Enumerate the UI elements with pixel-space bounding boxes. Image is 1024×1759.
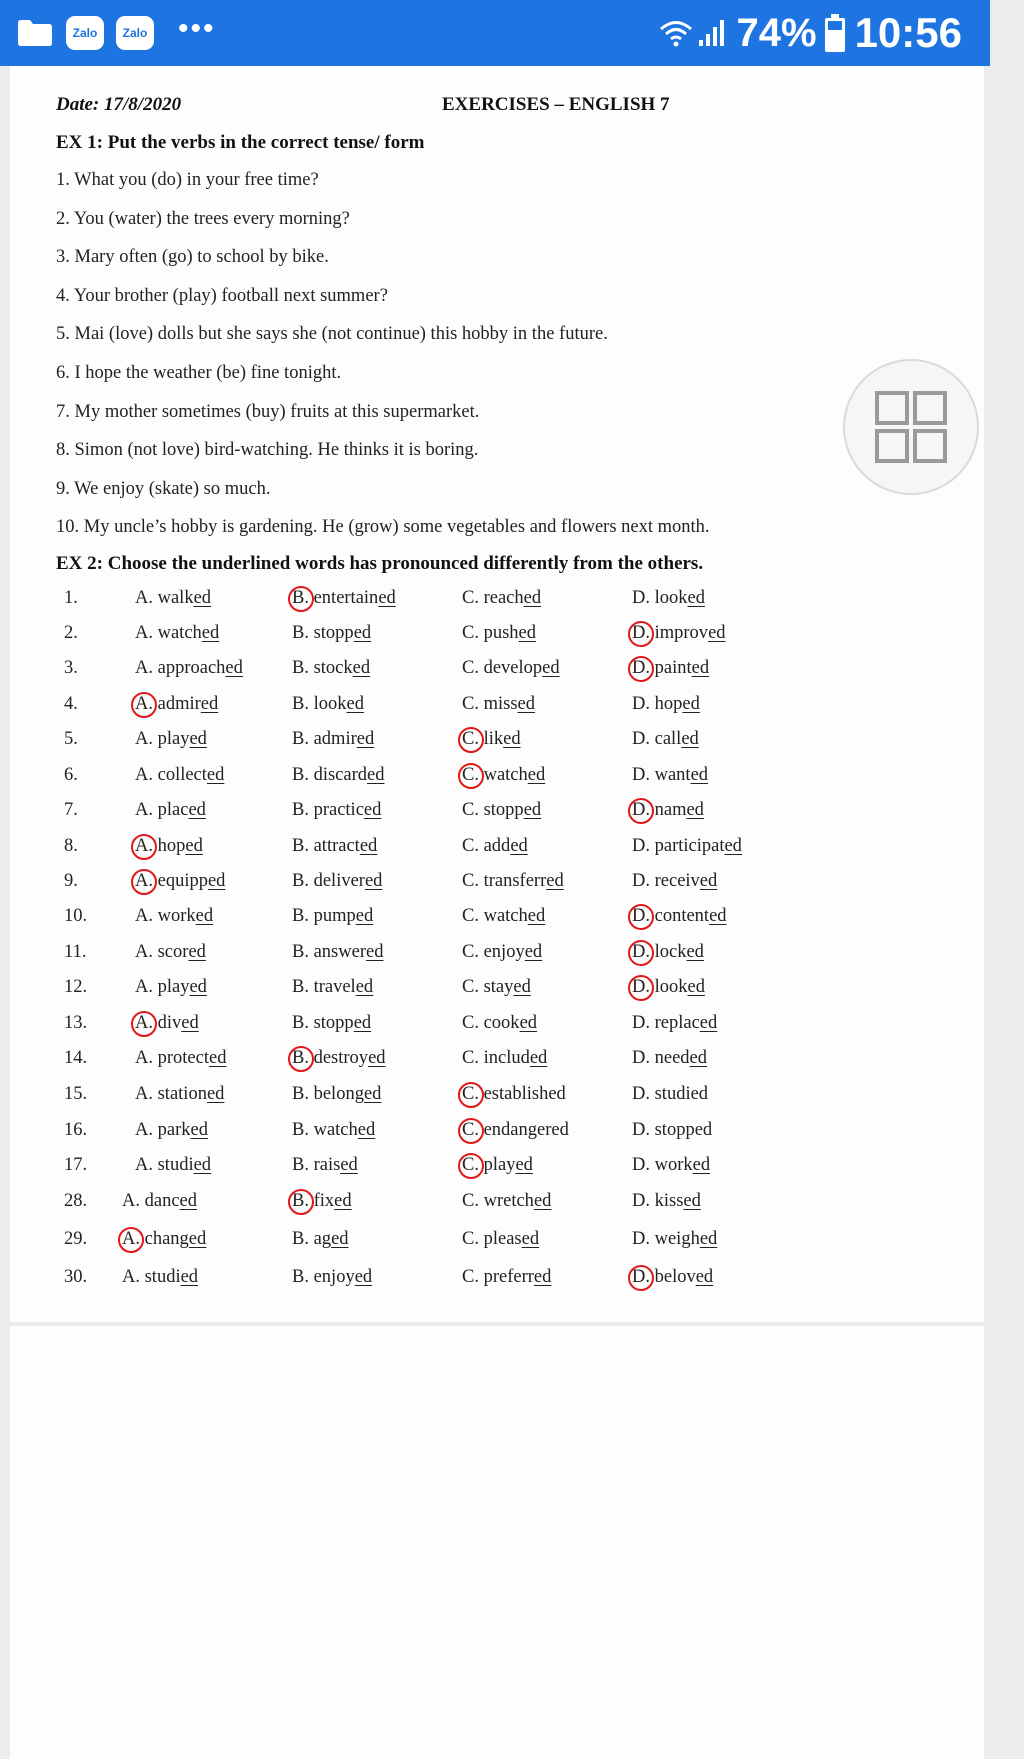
ex1-question: 2. You (water) the trees every morning? — [56, 208, 350, 229]
ex2-option[interactable]: A. studied — [122, 1267, 199, 1287]
ex1-heading: EX 1: Put the verbs in the correct tense/ form — [56, 132, 425, 153]
zalo-icon-2[interactable]: Zalo — [116, 16, 154, 50]
answer-circle-mark — [458, 1082, 484, 1108]
ex2-option[interactable]: C. enjoyed — [462, 942, 543, 962]
ex2-option[interactable]: A. danced — [122, 1191, 198, 1211]
answer-circle-mark — [458, 727, 484, 753]
battery-percent: 74% — [736, 10, 817, 55]
ex2-option[interactable]: A. watched — [135, 623, 220, 643]
answer-circle-mark — [628, 621, 654, 647]
ex2-option[interactable]: B. discarded — [292, 765, 385, 785]
ex2-row-number: 11. — [64, 942, 87, 962]
ex2-option[interactable]: C. watched — [462, 906, 546, 926]
ex2-option[interactable]: A. collected — [135, 765, 225, 785]
ex2-option[interactable]: D. received — [632, 871, 718, 891]
ex2-row-number: 4. — [64, 694, 78, 714]
ex1-question: 6. I hope the weather (be) fine tonight. — [56, 363, 342, 383]
ex2-row-number: 5. — [64, 729, 78, 749]
document-date: Date: 17/8/2020 — [56, 94, 182, 115]
ex2-option[interactable]: B. fixed — [292, 1191, 352, 1211]
ex2-option[interactable]: D. wanted — [632, 765, 709, 785]
ex2-option[interactable]: A. dived — [135, 1013, 199, 1033]
ex2-row-number: 28. — [64, 1191, 88, 1211]
answer-circle-mark — [288, 1189, 314, 1215]
answer-circle-mark — [628, 975, 654, 1001]
ex2-option[interactable]: B. pumped — [292, 906, 374, 926]
ex2-option[interactable]: C. endangered — [462, 1120, 569, 1140]
ex2-option[interactable]: D. stopped — [632, 1120, 713, 1140]
ex2-option[interactable]: D. painted — [632, 658, 710, 678]
ex2-row-number: 2. — [64, 623, 78, 643]
zalo-icon[interactable]: Zalo — [66, 16, 104, 50]
ex2-row-number: 16. — [64, 1120, 88, 1140]
answer-circle-mark — [288, 1046, 314, 1072]
ex2-row-number: 10. — [64, 906, 88, 926]
ex2-option[interactable]: B. enjoyed — [292, 1267, 373, 1287]
ex2-option[interactable]: C. reached — [462, 588, 542, 608]
ex2-option[interactable]: A. played — [135, 729, 207, 749]
ex2-option[interactable]: D. improved — [632, 623, 726, 643]
ex2-option[interactable]: D. worked — [632, 1155, 711, 1175]
ex2-row-number: 9. — [64, 871, 78, 891]
ex2-option[interactable]: B. traveled — [292, 977, 374, 997]
battery-icon — [825, 14, 845, 52]
ex1-question: 10. My uncle’s hobby is gardening. He (grow) some vegetables and flowers next month. — [56, 517, 710, 538]
ex2-option[interactable]: C. added — [462, 836, 528, 856]
signal-icon — [697, 18, 727, 48]
ex2-option[interactable]: B. practiced — [292, 800, 382, 820]
ex1-question: 8. Simon (not love) bird-watching. He thinks it is boring. — [56, 440, 479, 461]
ex1-question: 5. Mai (love) dolls but she says she (not continue) this hobby in the future. — [56, 324, 608, 345]
ex2-option[interactable]: C. pushed — [462, 623, 537, 643]
ex2-option[interactable]: A. parked — [135, 1120, 208, 1140]
ex2-option[interactable]: C. established — [462, 1084, 566, 1104]
ex2-option[interactable]: C. stayed — [462, 977, 531, 997]
ex2-option[interactable]: D. locked — [632, 942, 704, 962]
ex2-option[interactable]: C. missed — [462, 694, 535, 714]
ex2-option[interactable]: A. played — [135, 977, 207, 997]
answer-circle-mark — [131, 1011, 157, 1037]
ex2-option[interactable]: C. pleased — [462, 1229, 540, 1249]
ex2-option[interactable]: C. wretched — [462, 1191, 552, 1211]
ex2-option[interactable]: D. replaced — [632, 1013, 718, 1033]
ex2-option[interactable]: C. developed — [462, 658, 560, 678]
ex2-row-number: 12. — [64, 977, 88, 997]
ex2-option[interactable]: B. attracted — [292, 836, 378, 856]
answer-circle-mark — [628, 656, 654, 682]
answer-circle-mark — [628, 940, 654, 966]
ex2-option[interactable]: B. belonged — [292, 1084, 382, 1104]
ex2-option[interactable]: D. kissed — [632, 1191, 701, 1211]
ex2-option[interactable]: D. called — [632, 729, 699, 749]
ex2-option[interactable]: B. stopped — [292, 1013, 372, 1033]
ex2-option[interactable]: A. hoped — [135, 836, 203, 856]
ex1-question: 3. Mary often (go) to school by bike. — [56, 247, 329, 268]
ex2-option[interactable]: C. cooked — [462, 1013, 538, 1033]
ex2-row-number: 3. — [64, 658, 78, 678]
ex2-option[interactable]: C. played — [462, 1155, 533, 1175]
ex1-question: 1. What you (do) in your free time? — [56, 170, 319, 190]
answer-circle-mark — [131, 834, 157, 860]
answer-circle-mark — [131, 692, 157, 718]
document-page-blank[interactable] — [10, 1326, 984, 1759]
answer-circle-mark — [628, 798, 654, 824]
ex2-option[interactable]: D. needed — [632, 1048, 708, 1068]
answer-circle-mark — [458, 1153, 484, 1179]
wifi-icon — [659, 18, 693, 48]
more-dots-icon[interactable]: ••• — [178, 12, 216, 45]
ex2-row-number: 6. — [64, 765, 78, 785]
ex2-option[interactable]: A. protected — [135, 1048, 227, 1068]
ex2-option[interactable]: B. aged — [292, 1229, 349, 1249]
ex2-option[interactable]: B. stocked — [292, 658, 371, 678]
ex2-option[interactable]: A. placed — [135, 800, 206, 820]
ex1-question: 4. Your brother (play) football next summer? — [56, 285, 388, 306]
ex2-option[interactable]: D. named — [632, 800, 704, 820]
ex2-option[interactable]: A. studied — [135, 1155, 212, 1175]
ex1-question: 9. We enjoy (skate) so much. — [56, 478, 271, 499]
ex2-option[interactable]: A. admired — [135, 694, 219, 714]
ex2-option[interactable]: B. looked — [292, 694, 364, 714]
ex2-row-number: 29. — [64, 1229, 88, 1249]
answer-circle-mark — [458, 1118, 484, 1144]
ex2-option[interactable]: B. delivered — [292, 871, 383, 891]
ex2-option[interactable]: B. admired — [292, 729, 375, 749]
ex1-question: 7. My mother sometimes (buy) fruits at this supermarket. — [56, 401, 480, 422]
answer-circle-mark — [118, 1227, 144, 1253]
ex2-option[interactable]: D. studied — [632, 1084, 709, 1104]
ex2-option[interactable]: D. hoped — [632, 694, 700, 714]
ex2-option[interactable]: A. worked — [135, 906, 214, 926]
ex2-option[interactable]: A. approached — [135, 658, 243, 678]
ex2-option[interactable]: C. included — [462, 1048, 548, 1068]
ex2-option[interactable]: B. raised — [292, 1155, 358, 1175]
ex2-option[interactable]: C. transferred — [462, 871, 564, 891]
ex2-option[interactable]: A. walked — [135, 588, 212, 608]
folder-icon — [18, 20, 52, 46]
ex2-row-number: 17. — [64, 1155, 88, 1175]
ex2-option[interactable]: D. participated — [632, 836, 742, 856]
ex2-option[interactable]: A. equipped — [135, 871, 226, 891]
ex2-option[interactable]: D. contented — [632, 906, 727, 926]
answer-circle-mark — [288, 586, 314, 612]
ex2-row-number: 1. — [64, 588, 78, 608]
ex2-option[interactable]: C. liked — [462, 729, 521, 749]
ex2-option[interactable]: C. preferred — [462, 1267, 552, 1287]
answer-circle-mark — [131, 869, 157, 895]
ex2-row-number: 8. — [64, 836, 78, 856]
ex2-row-number: 14. — [64, 1048, 88, 1068]
ex2-option[interactable]: C. watched — [462, 765, 546, 785]
ex2-option[interactable]: A. changed — [122, 1229, 207, 1249]
ex2-option[interactable]: B. entertained — [292, 588, 396, 608]
ex2-option[interactable]: A. scored — [135, 942, 206, 962]
ex2-option[interactable]: C. stopped — [462, 800, 542, 820]
ex2-option[interactable]: B. stopped — [292, 623, 372, 643]
ex2-row-number: 30. — [64, 1267, 88, 1287]
ex2-option[interactable]: D. weighed — [632, 1229, 718, 1249]
answer-circle-mark — [458, 763, 484, 789]
ex2-option[interactable]: B. watched — [292, 1120, 376, 1140]
ex2-option[interactable]: B. destroyed — [292, 1048, 386, 1068]
ex2-row-number: 7. — [64, 800, 78, 820]
ex2-row-number: 13. — [64, 1013, 88, 1033]
answer-circle-mark — [628, 1265, 654, 1291]
ex2-option[interactable]: D. beloved — [632, 1267, 714, 1287]
ex2-heading: EX 2: Choose the underlined words has pronounced differently from the others. — [56, 553, 704, 574]
ex2-option[interactable]: A. stationed — [135, 1084, 225, 1104]
answer-circle-mark — [628, 904, 654, 930]
status-bar — [0, 0, 990, 66]
document-title: EXERCISES – ENGLISH 7 — [442, 94, 670, 115]
ex2-row-number: 15. — [64, 1084, 88, 1104]
ex2-option[interactable]: D. looked — [632, 588, 705, 608]
ex2-option[interactable]: B. answered — [292, 942, 384, 962]
clock: 10:56 — [854, 9, 962, 56]
grid-view-icon[interactable] — [842, 358, 980, 496]
ex2-option[interactable]: D. looked — [632, 977, 705, 997]
